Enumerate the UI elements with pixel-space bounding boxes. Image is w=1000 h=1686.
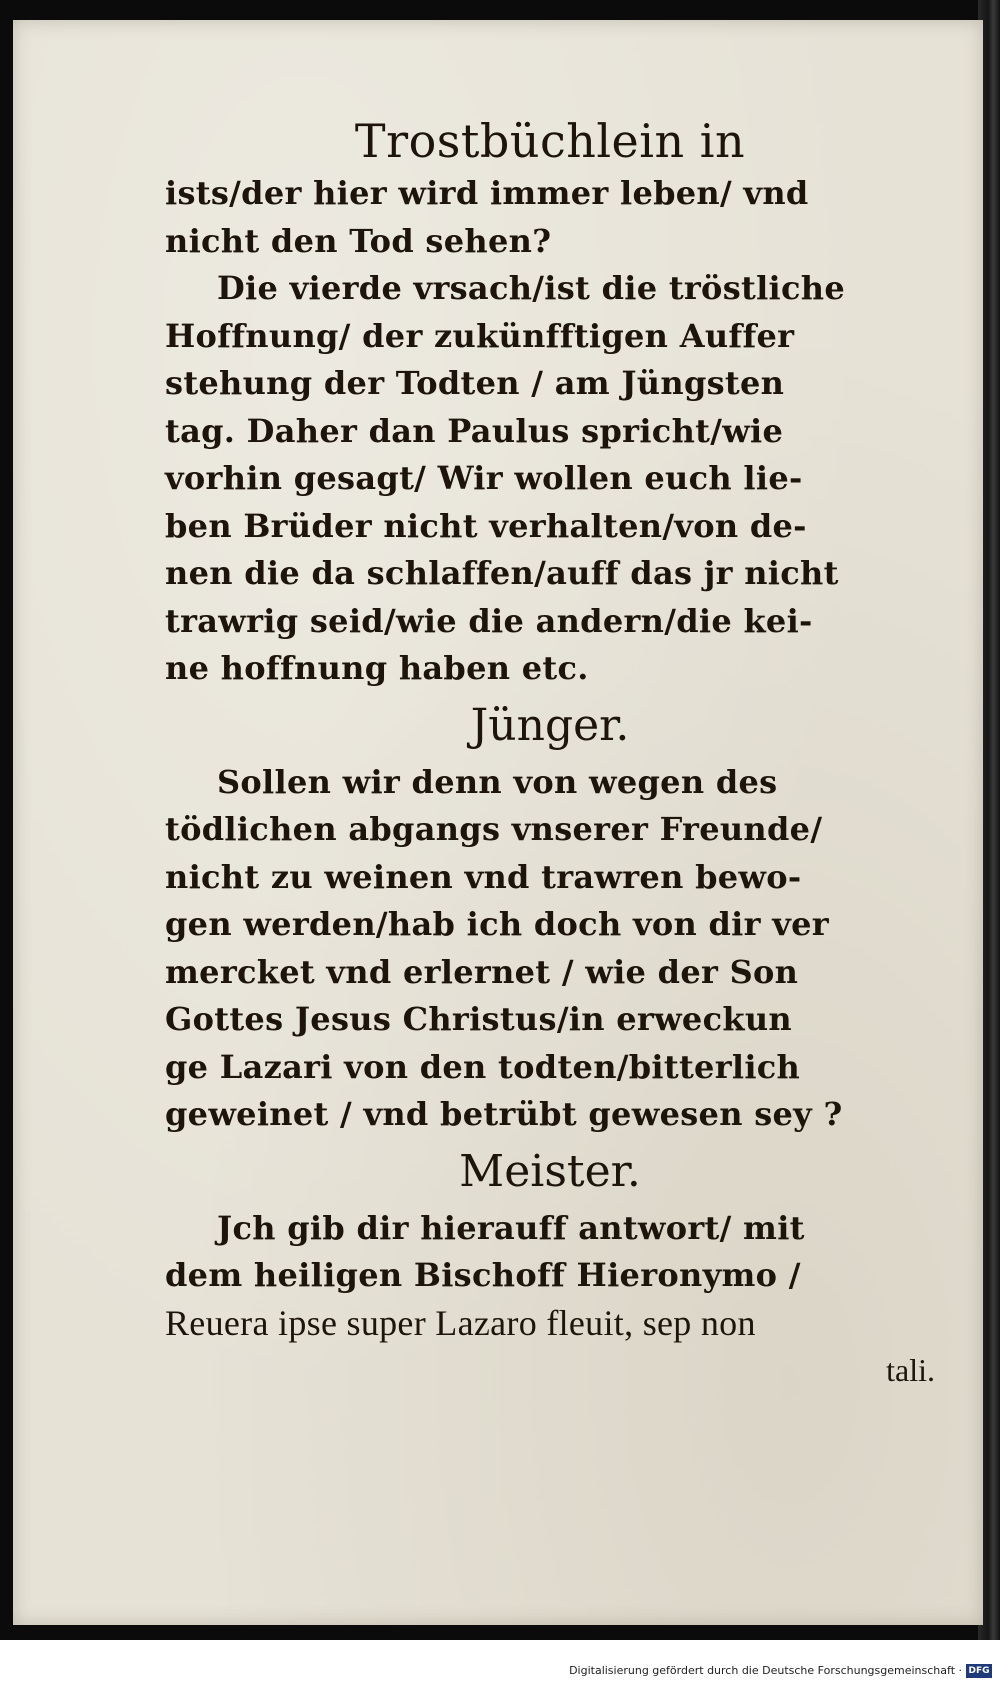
text-line: trawrig seid/wie die andern/die kei- — [165, 601, 813, 640]
text-line: tödlichen abgangs vnserer Freunde/ — [165, 810, 823, 848]
text-line: gen werden/hab ich doch von dir ver — [165, 905, 829, 943]
dfg-logo: DFG — [966, 1664, 992, 1678]
text-line: nen die da schlaffen/auff das jr nicht — [165, 554, 839, 592]
text-line: ge Lazari von den todten/bitterlich — [165, 1047, 801, 1086]
speaker-heading-meister: Meister. — [459, 1145, 641, 1197]
text-line: dem heiligen Bischoff Hieronymo / — [165, 1256, 801, 1294]
funding-credit: Digitalisierung gefördert durch die Deutsche Forschungsgemeinschaft · — [569, 1664, 962, 1677]
text-line: ben Brüder nicht verhalten/von de- — [165, 506, 807, 545]
text-line: tag. Daher dan Paulus spricht/wie — [165, 411, 784, 450]
text-line: Jch gib dir hierauff antwort/ mit — [217, 1208, 805, 1247]
page-text — [165, 112, 955, 1394]
speaker-heading-juenger: Jünger. — [470, 699, 630, 751]
catchword: tali. — [886, 1352, 935, 1388]
text-line: Sollen wir denn von wegen des — [217, 762, 778, 801]
text-line: Hoffnung/ der zukünfftigen Auffer — [165, 316, 795, 355]
text-line: stehung der Todten / am Jüngsten — [165, 364, 785, 402]
text-line: Gottes Jesus Christus/in erweckun — [165, 1000, 792, 1038]
text-line: geweinet / vnd betrübt gewesen sey ? — [165, 1095, 843, 1133]
text-line: vorhin gesagt/ Wir wollen euch lie- — [165, 459, 803, 497]
text-line: nicht zu weinen vnd trawren bewo- — [165, 857, 802, 896]
running-head: Trostbüchlein in — [354, 114, 746, 168]
text-line: mercket vnd erlernet / wie der Son — [165, 952, 799, 991]
text-line: nicht den Tod sehen? — [165, 221, 552, 260]
text-line: ne hoffnung haben etc. — [165, 649, 589, 687]
text-line: Die vierde vrsach/ist die tröstliche — [217, 269, 846, 307]
text-line: ists/der hier wird immer leben/ vnd — [165, 174, 809, 212]
digitization-footer — [0, 1660, 1000, 1686]
latin-quote-line: Reuera ipse super Lazaro fleuit, sep non — [165, 1302, 756, 1343]
